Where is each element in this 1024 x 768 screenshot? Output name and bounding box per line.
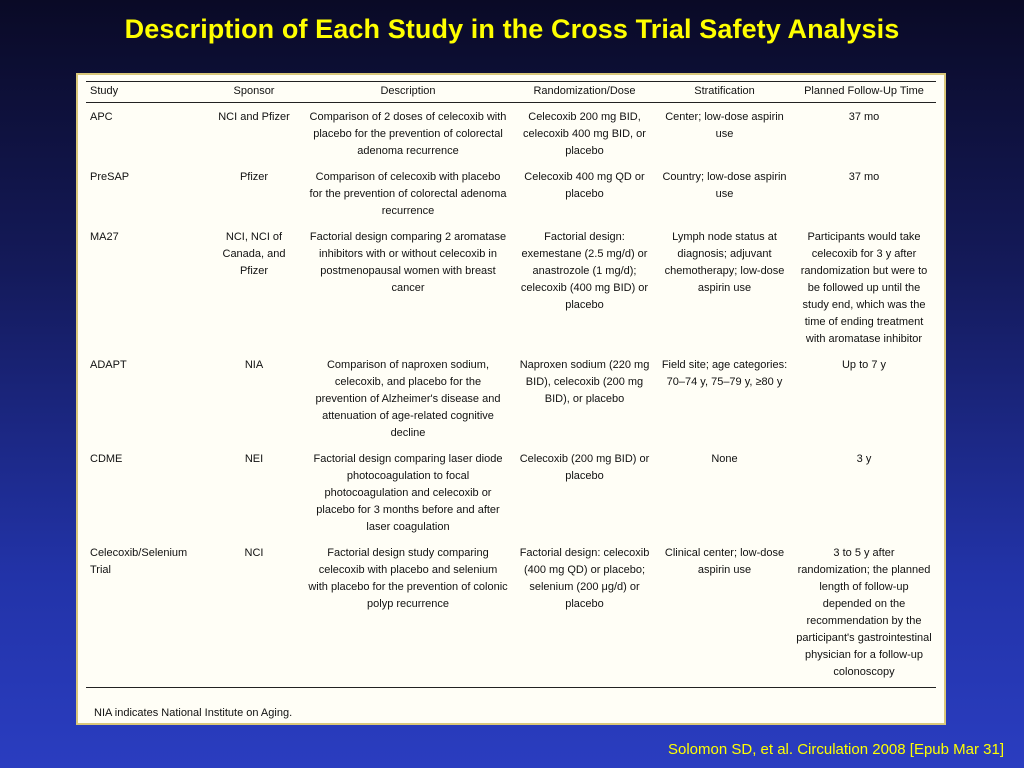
header-follow-up-time: Planned Follow-Up Time xyxy=(792,82,936,103)
cell-description: Factorial design study comparing celecoxib with placebo and selenium with placebo for the prevention of colonic polyp recurrence xyxy=(304,539,512,688)
cell-description: Comparison of celecoxib with placebo for the prevention of colorectal adenoma recurrence xyxy=(309,171,507,217)
cell-description: Factorial design comparing 2 aromatase inhibitors with or without celecoxib in postmenopausal women with breast cancer xyxy=(309,231,507,294)
cell-randomization-dose: Celecoxib 400 mg QD or placebo xyxy=(524,171,645,200)
cell-stratification: Clinical center; low-dose aspirin use xyxy=(657,539,792,688)
table-row xyxy=(86,445,936,539)
cell-study: APC xyxy=(90,111,113,123)
table-row xyxy=(86,351,936,445)
citation: Solomon SD, et al. Circulation 2008 [Epub Mar 31] xyxy=(667,741,1004,758)
cell-sponsor: NCI, NCI of Canada, and Pfizer xyxy=(222,231,286,277)
cell-randomization-dose: Factorial design: exemestane (2.5 mg/d) or anastrozole (1 mg/d); celecoxib (400 mg BID) or placebo xyxy=(520,231,649,311)
cell-description: Factorial design comparing laser diode photocoagulation to focal photocoagulation and celecoxib or placebo for 3 months before and after laser coagulation xyxy=(313,453,503,533)
header-sponsor: Sponsor xyxy=(204,82,304,103)
cell-randomization-dose: Factorial design: celecoxib (400 mg QD) or placebo; selenium (200 μg/d) or placebo xyxy=(512,539,657,688)
cell-study: PreSAP xyxy=(90,171,130,183)
cell-stratification: Lymph node status at diagnosis; adjuvant chemotherapy; low-dose aspirin use xyxy=(664,231,785,294)
cell-stratification: Center; low-dose aspirin use xyxy=(665,111,784,140)
cell-sponsor: Pfizer xyxy=(239,171,269,183)
cell-description: Comparison of naproxen sodium, celecoxib, and placebo for the prevention of Alzheimer's disease and attenuation of age-related cognitive decline xyxy=(315,359,501,439)
header-stratification: Stratification xyxy=(657,82,792,103)
cell-stratification: Field site; age categories: 70–74 y, 75–79 y, ≥80 y xyxy=(661,359,788,388)
header-randomization-dose: Randomization/Dose xyxy=(512,82,657,103)
study-table xyxy=(86,81,936,688)
table-row xyxy=(86,103,936,164)
cell-study: CDME xyxy=(90,453,123,465)
slide-title: Description of Each Study in the Cross Trial Safety Analysis xyxy=(124,14,900,44)
cell-sponsor: NIA xyxy=(244,359,264,371)
cell-stratification: None xyxy=(711,453,738,465)
cell-study: Celecoxib/Selenium Trial xyxy=(86,539,204,688)
cell-follow-up-time: 3 y xyxy=(856,453,872,465)
cell-stratification: Country; low-dose aspirin use xyxy=(662,171,787,200)
cell-study: ADAPT xyxy=(90,359,127,371)
table-header-row xyxy=(86,82,936,103)
cell-sponsor: NCI xyxy=(204,539,304,688)
header-description: Description xyxy=(304,82,512,103)
cell-sponsor: NEI xyxy=(244,453,264,465)
cell-follow-up-time: Up to 7 y xyxy=(841,359,887,371)
cell-randomization-dose: Naproxen sodium (220 mg BID), celecoxib (200 mg BID), or placebo xyxy=(519,359,650,405)
study-table-panel xyxy=(76,73,946,725)
cell-randomization-dose: Celecoxib 200 mg BID, celecoxib 400 mg BID, or placebo xyxy=(523,111,646,157)
cell-study: MA27 xyxy=(90,231,119,243)
table-row xyxy=(86,539,936,688)
cell-follow-up-time: 37 mo xyxy=(848,171,880,183)
cell-sponsor: NCI and Pfizer xyxy=(218,111,290,123)
cell-follow-up-time: 37 mo xyxy=(848,111,880,123)
table-footnote: NIA indicates National Institute on Aging. xyxy=(94,707,293,719)
cell-randomization-dose: Celecoxib (200 mg BID) or placebo xyxy=(519,453,650,482)
cell-follow-up-time: 3 to 5 y after randomization; the planned length of follow-up depended on the recommendation by the participant's gastrointestinal physician for a follow-up colonoscopy xyxy=(792,539,936,688)
table-row xyxy=(86,223,936,351)
cell-follow-up-time: Participants would take celecoxib for 3 y after randomization but were to be followed up until the study end, which was the time of ending treatment with aromatase inhibitor xyxy=(800,231,928,345)
table-row xyxy=(86,163,936,223)
header-study: Study xyxy=(86,82,204,103)
cell-description: Comparison of 2 doses of celecoxib with placebo for the prevention of colorectal adenoma recurrence xyxy=(309,111,507,157)
